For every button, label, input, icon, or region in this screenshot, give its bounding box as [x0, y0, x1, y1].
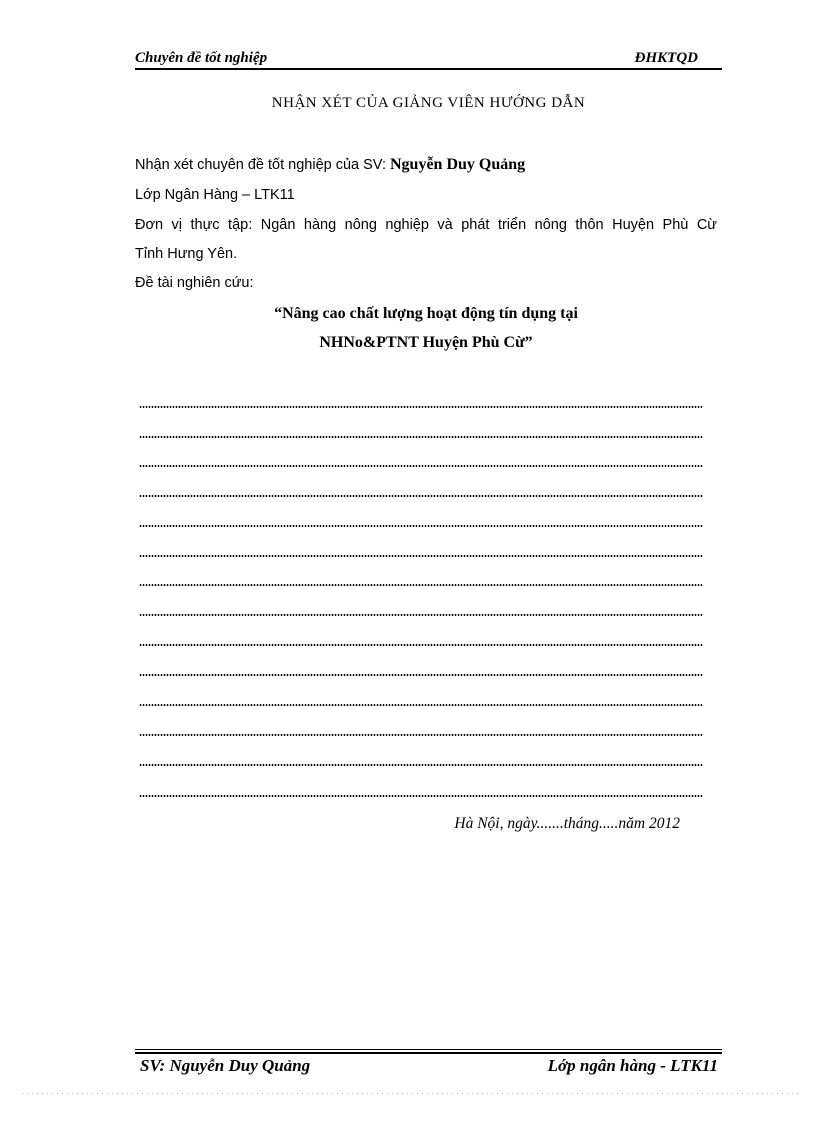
comment-blank-line	[139, 584, 703, 586]
comment-blank-line	[139, 555, 703, 557]
footer-right: Lớp ngân hàng - LTK11	[547, 1056, 718, 1075]
footer-left: SV: Nguyễn Duy Quảng	[140, 1056, 311, 1075]
class-line: Lớp Ngân Hàng – LTK11	[135, 187, 295, 203]
comment-blank-line	[139, 795, 703, 797]
header-left: Chuyên đề tốt nghiệp	[135, 50, 268, 66]
header-right: ĐHKTQD	[634, 50, 698, 66]
topic-line-2: NHNo&PTNT Huyện Phù Cừ”	[319, 334, 533, 351]
comment-blank-line	[139, 406, 703, 408]
comment-blank-line	[139, 614, 703, 616]
footer-rule	[135, 1049, 722, 1050]
page-bottom-border	[20, 1093, 800, 1094]
page-title: NHẬN XÉT CỦA GIẢNG VIÊN HƯỚNG DẪN	[271, 95, 586, 111]
comment-blank-line	[139, 674, 703, 676]
comment-line	[135, 156, 717, 174]
comment-prefix: Nhận xét chuyên đề tốt nghiệp của SV:	[135, 157, 390, 173]
comment-blank-line	[139, 495, 703, 497]
comment-blank-line	[139, 764, 703, 766]
unit-line-2: Tỉnh Hưng Yên.	[135, 246, 238, 262]
comment-blank-line	[139, 644, 703, 646]
comment-blank-line	[139, 465, 703, 467]
student-name: Nguyễn Duy Quảng	[390, 156, 526, 173]
topic-label: Đề tài nghiên cứu:	[135, 275, 254, 291]
topic-line-1: “Nâng cao chất lượng hoạt động tín dụng tại	[274, 305, 578, 322]
footer-rule-thick	[135, 1052, 722, 1054]
comment-blank-line	[139, 734, 703, 736]
comment-blank-line	[139, 525, 703, 527]
unit-line-1: Đơn vị thực tập: Ngân hàng nông nghiệp và phát triển nông thôn Huyện Phù Cừ	[135, 217, 717, 233]
comment-blank-line	[139, 704, 703, 706]
page-header	[135, 48, 722, 70]
sign-date: Hà Nội, ngày.......tháng.....năm 2012	[454, 815, 680, 832]
comment-blank-line	[139, 436, 703, 438]
